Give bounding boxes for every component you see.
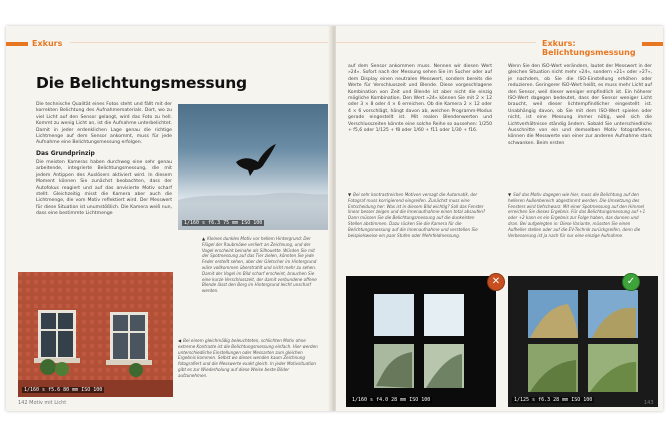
right-section-label: Exkurs: Belichtungsmessung bbox=[542, 39, 636, 57]
window-bright-art bbox=[508, 276, 658, 407]
caption-bird-text: Kleines dunkles Motiv vor hellem Hintergrund: Der Flügel der Raubmöwe verliert an Zeichnung, und der Vogel erscheint beinahe als Silhouette. Würden Sie mit der Spotmessung auf das Tier zielen, könnten Sie jede Feder erstellt sehen, aber der Gletscher im Hintergrund wäre vollkommen überstrahlt und nicht mehr zu sehen. Damit der Vogel im Bild scharf erscheint, brauchen Sie eine kurze Verschlusszeit, der damit verbundene offene Blende lässt den Berg im Hintergrund leicht unscharf werden. bbox=[202, 236, 317, 294]
right-folio: 143 bbox=[644, 400, 654, 406]
caption-arrow-icon: ▲ bbox=[202, 236, 206, 241]
caption-bird bbox=[202, 236, 318, 294]
caption-arrow-icon: ▼ bbox=[348, 192, 352, 197]
window-dark-art bbox=[346, 276, 496, 407]
photo-bird-glacier bbox=[178, 104, 328, 230]
incorrect-badge-icon: ✕ bbox=[487, 273, 505, 291]
window-facade-art bbox=[18, 272, 173, 397]
photo-bad-exif: 1/160 s f4.0 28 mm ISO 100 bbox=[352, 397, 431, 403]
caption-window bbox=[178, 338, 318, 379]
photo-good-exif: 1/125 s f6.3 28 mm ISO 100 bbox=[514, 397, 593, 403]
left-header-rule bbox=[70, 42, 332, 43]
page-title: Die Belichtungsmessung bbox=[36, 74, 247, 92]
caption-bad bbox=[348, 192, 488, 238]
right-header-rule bbox=[336, 42, 536, 43]
photo-window-underexposed bbox=[346, 276, 496, 407]
right-page bbox=[336, 26, 663, 411]
left-folio: 142 Motiv mit Licht bbox=[18, 400, 67, 406]
caption-window-text: Bei einem gleichmäßig beleuchteten, schlichten Motiv ohne extreme Kontraste ist die Belichtungsmessung einfach. Hier werden unterschiedliche Einstellungen oder Messarten zum gleichen Ergebnis kommen. Selbst wo dieses wenden kaum Zeichnung fotografiert und die Messwerte exakt gleich. In jeder Motivsituation gibt es zur Wiederholung auf diese Weise beste Bilder aufzunehmen. bbox=[178, 338, 318, 378]
right-column-2: Wenn Sie den ISO-Wert verändern, lautet der Messwert in der gleichen Situation nicht mehr »24«, sondern »21« oder »27«, je nachdem, ob Sie die ISO-Einstellung erhöhen oder reduzieren. Geringerer ISO-Wert heißt, es muss mehr Licht auf den Sensor, weil dieser weniger empfindlich ist. Ein höherer ISO-Wert dagegen bedeutet, dass der Sensor weniger Licht braucht, weil dieser lichtempfindlicher eingestellt ist. Unabhängig davon, ob Sie mit dem ISO-Wert spielen oder nicht, ist eine Messung immer nötig, weil sich die Lichtverhältnisse ständig ändern. Sobald Sie unterschiedliche Ausschnitte von ein und demselben Motiv fotografieren, können die Messwerte von einer zur anderen Aufnahme stark schwanken. Beim ersten bbox=[508, 64, 652, 146]
right-header-bar bbox=[642, 42, 663, 46]
bird-silhouette bbox=[178, 104, 328, 230]
caption-arrow-icon: ◀ bbox=[178, 338, 182, 343]
left-page bbox=[6, 26, 332, 411]
basics-paragraph: Die meisten Kameras haben durchweg eine sehr genau arbeitende, integrierte Belichtungsmessung, die mit jedem Antippen des Auslösers aktiviert wird. In diesem Moment können Sie zunächst beobachten, dass der Autofokus reagiert und auf das anvisierte Motiv scharf stellt. Gleichzeitig misst die Kamera aber auch die Lichtmenge, die vom Motiv reflektiert wird. Der Messwert für diese Situation ist unumstößlich. Die Kamera weiß nun, dass eine bestimmte Lichtmenge bbox=[36, 160, 172, 217]
book-spread bbox=[6, 26, 663, 411]
caption-good bbox=[508, 192, 648, 238]
intro-paragraph: Die technische Qualität eines Fotos steht und fällt mit der korrekten Belichtung des Aufnahmematerials. Dort, wo zu viel Licht auf den Sensor gelangt, wird das Foto zu hell. Kommt zu wenig Licht an, ist die Aufnahme unterbelichtet. Damit in jeder erdenklichen Lage genau die richtige Lichtmenge auf dem Sensor ankommt, muss für jede Aufnahme eine Belichtungsmessung erfolgen. bbox=[36, 102, 172, 146]
left-section-label: Exkurs bbox=[32, 39, 63, 48]
photo-window-facade bbox=[18, 272, 173, 397]
caption-bad-text: Bei sehr kontrastreichen Motiven versagt die Automatik, der Fotograf muss korrigierend eingreifen. Zunächst muss eine Entscheidung her: Was ist in diesem Bild wichtig? Soll das Fenster linear besser zeigen und die Innenaufnahme einen total absaufen? Dann müssen Sie die Belichtungsmessung auf die dunkelsten Stellen abstimmen. Dazu rücken Sie die Kamera für die Belichtungsmessung auf die Innenaufnahme und verstellen Sie beispielsweise ein paar Stufen oder Mehrfeldmessung. bbox=[348, 192, 486, 238]
subheading: Das Grundprinzip bbox=[36, 150, 95, 157]
photo-window-correct bbox=[508, 276, 658, 407]
photo-bird-exif: 1/160 s f6.3 75 mm ISO 100 bbox=[184, 220, 263, 226]
caption-good-text: Soll das Motiv dagegen wie hier, muss die Belichtung auf den helleren Außenbereich abgestimmt werden. Die Umsetzung des Fensters wird tiefschwarz. Mit einer Spotmessung auf den Himmel erreichen Sie dieses Ergebnis. Für das Belichtungsmessung auf +1 oder +2 kann es ein Ergebnis zur Folge haben, das dunnen und dran. Bei aufgelegten in: Diese Variante, müssten Sie einen Aufheller stellen oder auf die EV-Technik zurückgreifen, denn die Verbesserung ist ja nach für nur eine einzige Aufnahme. bbox=[508, 192, 646, 238]
right-column-1: auf dem Sensor ankommen muss. Nennen wir diesen Wert »24«. Sofort nach der Messung sehen Sie im Sucher oder auf dem Display einen neutralen Messwert, sondern bereits die Werte für Verschlusszeit und Blende. Diese vorgeschlagene Kombination von Zeit und Blende ist aber nicht die einzig mögliche Kombination. Den Wert »24« können Sie mit 2 × 12 oder 3 × 8 oder 4 × 6 erreichen. Ob die Kamera 2 × 12 oder 4 × 6 vorschlägt, hängt davon ab, welchen Programm-Modus gerade eingestellt ist. Mit realen Blendenwerten und Verschlusszeiten könnte eine solche Reihe so aussehen: 1/250 + f5,6 oder 1/125 + f8 oder 1/60 + f11 oder 1/30 + f16. bbox=[348, 64, 492, 134]
caption-arrow-icon: ▼ bbox=[508, 192, 512, 197]
photo-window-exif: 1/160 s f5.6 80 mm ISO 100 bbox=[24, 387, 103, 393]
correct-badge-icon: ✓ bbox=[622, 273, 640, 291]
left-header-bar bbox=[6, 42, 28, 46]
